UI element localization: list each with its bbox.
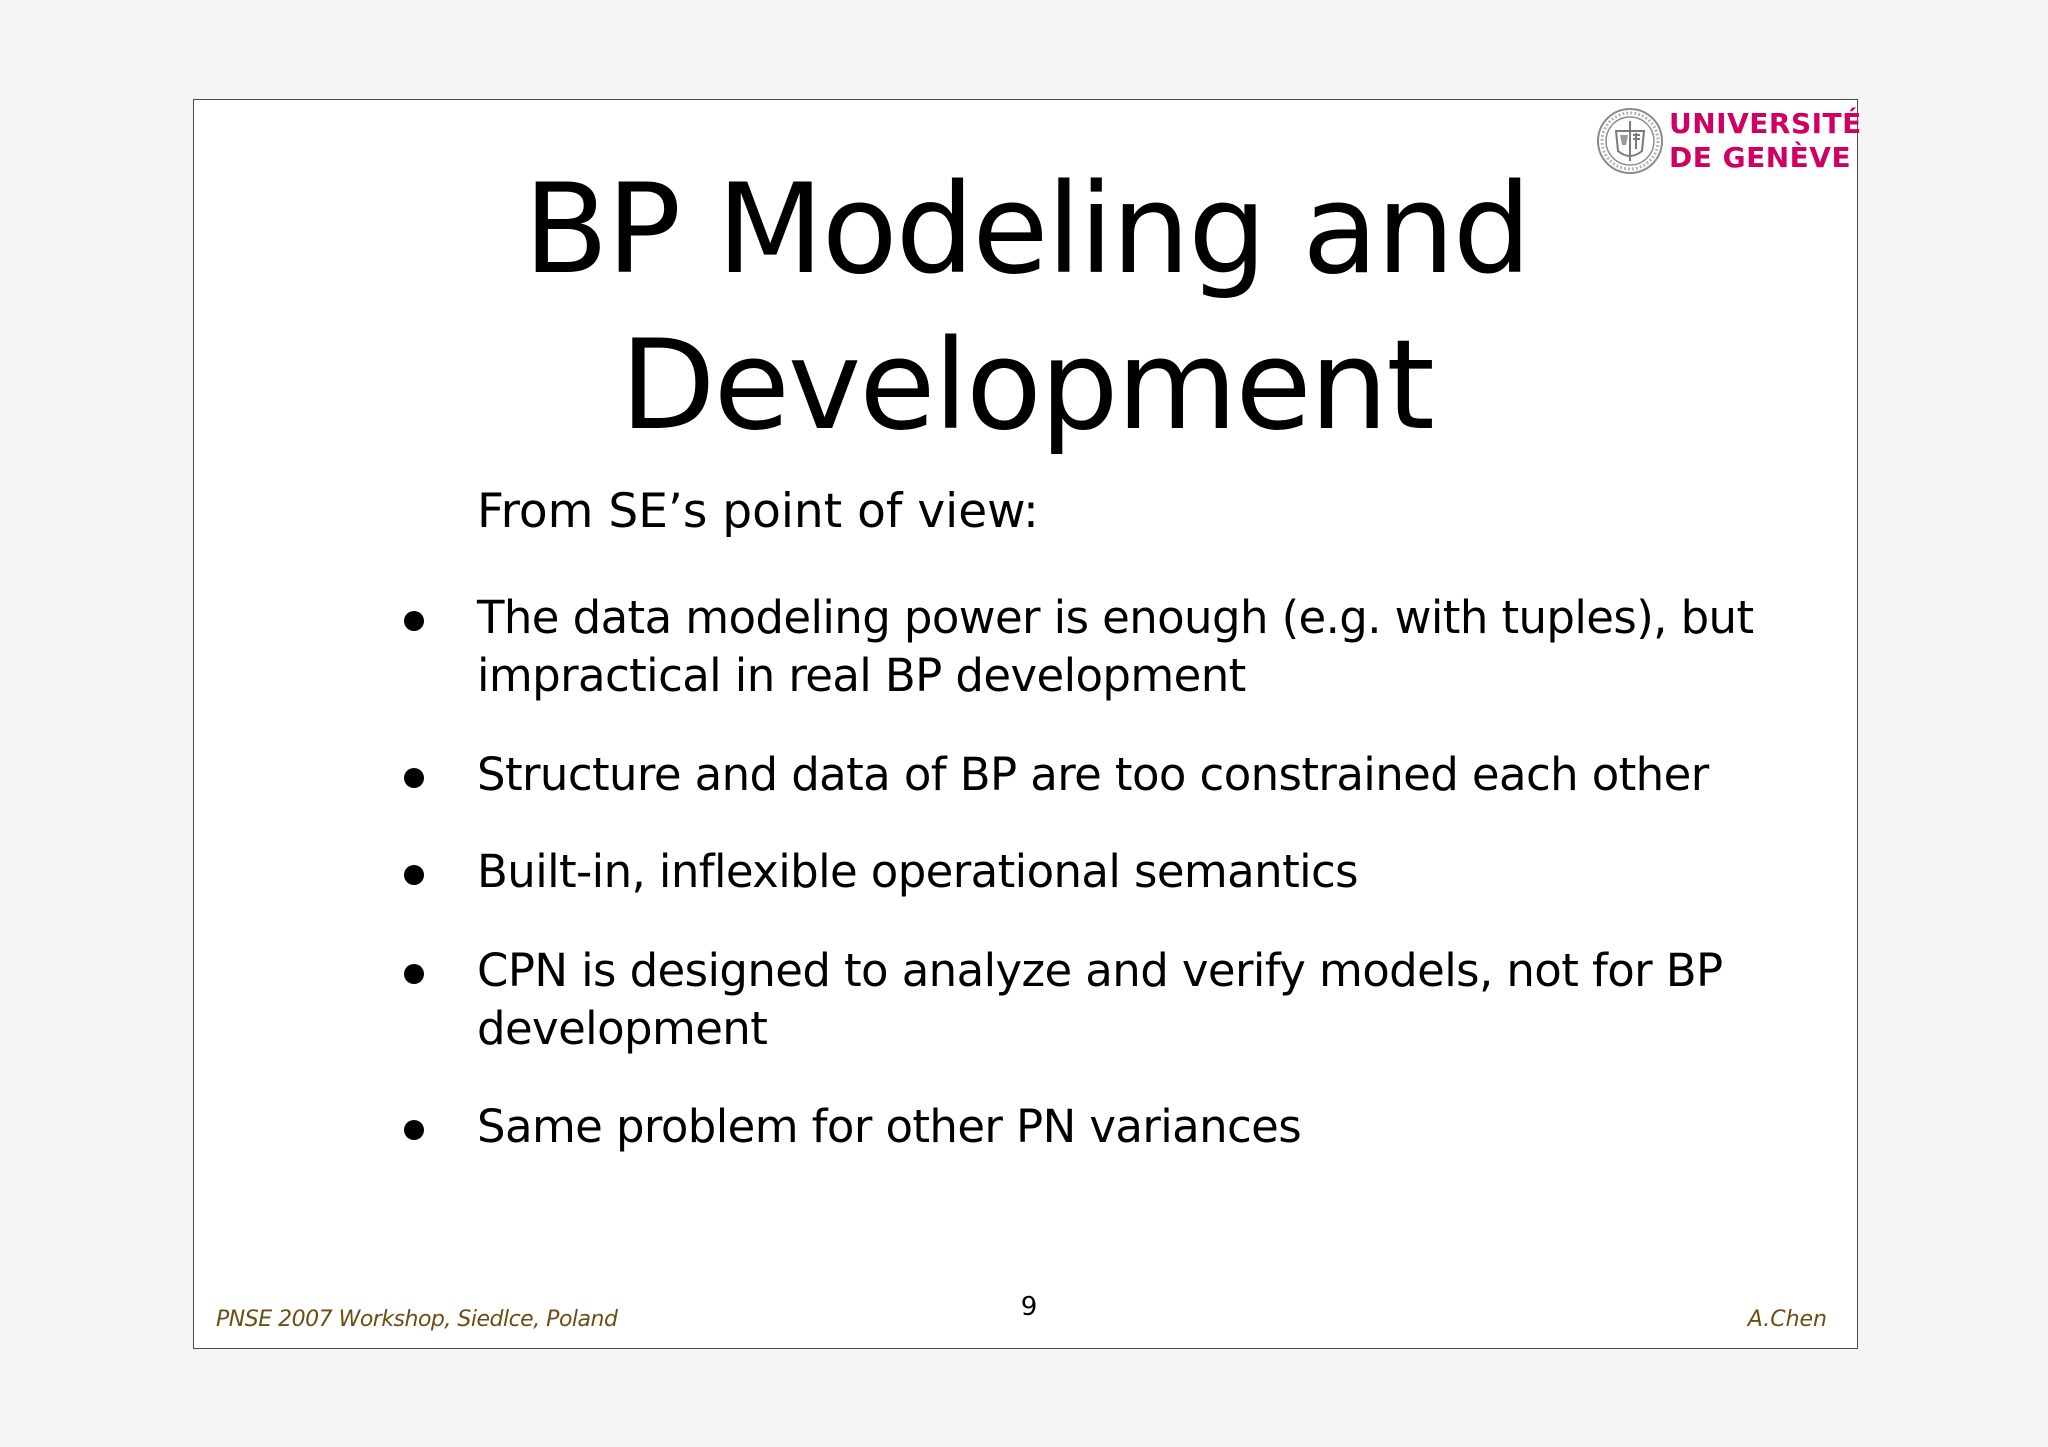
slide-title-line1: BP Modeling and	[523, 158, 1530, 302]
bullet-text: The data modeling power is enough (e.g. with tuples), but impractical in real BP development	[477, 591, 1754, 702]
bullet-text: Built-in, inflexible operational semantics	[477, 845, 1358, 898]
slide	[193, 99, 1862, 1349]
slide-title-line2: Development	[620, 314, 1433, 458]
bullet-dot-icon	[404, 865, 424, 885]
bullet-dot-icon	[404, 611, 424, 631]
bullet-text: CPN is designed to analyze and verify models, not for BP development	[477, 944, 1723, 1055]
footer-author: A.Chen	[1747, 1307, 1827, 1332]
intro-text: From SE’s point of view:	[477, 484, 1039, 539]
bullet-dot-icon	[404, 964, 424, 984]
bullet-dot-icon	[404, 768, 424, 788]
bullet-text: Same problem for other PN variances	[477, 1100, 1302, 1153]
bullet-dot-icon	[404, 1120, 424, 1140]
university-name-line1: UNIVERSITÉ	[1669, 107, 1862, 140]
university-name-line2: DE GENÈVE	[1669, 141, 1852, 174]
page-number: 9	[1020, 1292, 1038, 1322]
footer-event: PNSE 2007 Workshop, Siedlce, Poland	[216, 1307, 618, 1332]
bullet-list	[194, 100, 1859, 1153]
bullet-text: Structure and data of BP are too constrained each other	[477, 748, 1709, 801]
